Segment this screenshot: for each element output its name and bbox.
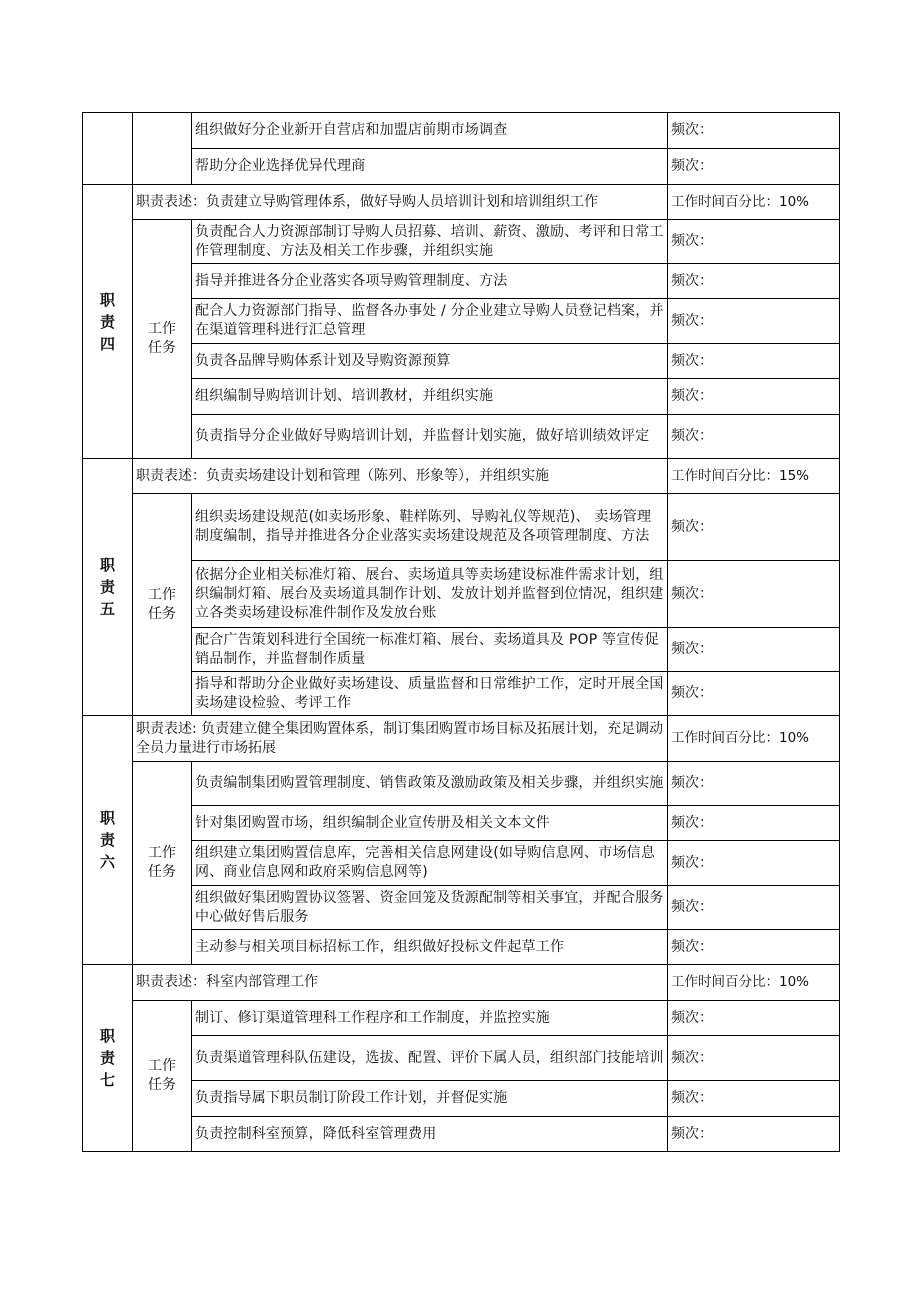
table-row [83, 299, 840, 344]
frequency-cell: 频次： [668, 672, 840, 716]
frequency-cell: 频次： [668, 806, 840, 841]
frequency-cell: 频次： [668, 415, 840, 459]
task-cell: 制订、修订渠道管理科工作程序和工作制度，并监控实施 [192, 1001, 668, 1036]
task-cell: 组织做好分企业新开自营店和加盟店前期市场调查 [192, 113, 668, 149]
task-cell: 主动参与相关项目标招标工作，组织做好投标文件起草工作 [192, 930, 668, 965]
frequency-cell: 频次： [668, 1117, 840, 1152]
table-row [83, 1081, 840, 1117]
task-cell: 指导和帮助分企业做好卖场建设、质量监督和日常维护工作，定时开展全国卖场建设检验、考评工作 [192, 672, 668, 716]
duty-heading: 职 责 五 [83, 459, 133, 716]
task-cell: 配合人力资源部门指导、监督各办事处 / 分企业建立导购人员登记档案，并在渠道管理科进行汇总管理 [192, 299, 668, 344]
duty-heading: 职 责 四 [83, 185, 133, 459]
table-row [83, 886, 840, 930]
task-cell: 配合广告策划科进行全国统一标准灯箱、展台、卖场道具及 POP 等宣传促销品制作，并监督制作质量 [192, 628, 668, 672]
table-row [83, 1117, 840, 1152]
duty-heading: 职 责 六 [83, 716, 133, 965]
task-cell: 针对集团购置市场，组织编制企业宣传册及相关文本文件 [192, 806, 668, 841]
table-row [83, 628, 840, 672]
table-row [83, 806, 840, 841]
frequency-cell: 频次： [668, 1081, 840, 1117]
table-row [83, 965, 840, 1001]
frequency-cell: 频次： [668, 886, 840, 930]
table-row [83, 220, 840, 264]
task-cell: 组织编制导购培训计划、培训教材，并组织实施 [192, 379, 668, 415]
task-cell: 负责各品牌导购体系计划及导购资源预算 [192, 344, 668, 379]
table-row [83, 459, 840, 494]
duty-heading: 职 责 七 [83, 965, 133, 1152]
task-cell: 帮助分企业选择优异代理商 [192, 149, 668, 185]
frequency-cell: 频次： [668, 1001, 840, 1036]
table-row [83, 841, 840, 886]
table-row [83, 762, 840, 806]
time-percent: 工作时间百分比：10% [668, 716, 840, 762]
table-row [83, 494, 840, 561]
duty-table [82, 112, 840, 1152]
work-task-label: 工作 任务 [133, 1001, 192, 1152]
task-cell: 负责指导分企业做好导购培训计划，并监督计划实施，做好培训绩效评定 [192, 415, 668, 459]
frequency-cell: 频次： [668, 762, 840, 806]
task-cell: 负责控制科室预算，降低科室管理费用 [192, 1117, 668, 1152]
table-row [83, 415, 840, 459]
frequency-cell: 频次： [668, 113, 840, 149]
frequency-cell: 频次： [668, 628, 840, 672]
table-row [83, 149, 840, 185]
duty-statement: 职责表述：负责建立导购管理体系，做好导购人员培训计划和培训组织工作 [133, 185, 668, 220]
task-cell: 组织卖场建设规范(如卖场形象、鞋样陈列、导购礼仪等规范)、 卖场管理制度编制，指导并推进各分企业落实卖场建设规范及各项管理制度、方法 [192, 494, 668, 561]
table-row [83, 930, 840, 965]
table-row [83, 561, 840, 628]
table-row [83, 1036, 840, 1081]
frequency-cell: 频次： [668, 344, 840, 379]
work-task-label: 工作 任务 [133, 762, 192, 965]
table-row [83, 379, 840, 415]
task-cell: 依据分企业相关标准灯箱、展台、卖场道具等卖场建设标准件需求计划，组织编制灯箱、展台及卖场道具制作计划、发放计划并监督到位情况，组织建立各类卖场建设标准件制作及发放台账 [192, 561, 668, 628]
frequency-cell: 频次： [668, 299, 840, 344]
frequency-cell: 频次： [668, 841, 840, 886]
work-task-label: 工作 任务 [133, 220, 192, 459]
time-percent: 工作时间百分比：10% [668, 185, 840, 220]
task-cell: 负责指导属下职员制订阶段工作计划，并督促实施 [192, 1081, 668, 1117]
frequency-cell: 频次： [668, 220, 840, 264]
task-cell: 指导并推进各分企业落实各项导购管理制度、方法 [192, 264, 668, 299]
table-row [83, 1001, 840, 1036]
duty-statement: 职责表述：负责卖场建设计划和管理（陈列、形象等），并组织实施 [133, 459, 668, 494]
task-cell: 组织建立集团购置信息库，完善相关信息网建设(如导购信息网、市场信息网、商业信息网和政府采购信息网等) [192, 841, 668, 886]
work-task-label: 工作 任务 [133, 494, 192, 716]
table-row [83, 716, 840, 762]
frequency-cell: 频次： [668, 561, 840, 628]
duty-statement: 职责表述: 负责建立健全集团购置体系，制订集团购置市场目标及拓展计划，充足调动全员力量进行市场拓展 [133, 716, 668, 762]
frequency-cell: 频次： [668, 1036, 840, 1081]
table-row [83, 672, 840, 716]
table-row [83, 185, 840, 220]
frequency-cell: 频次： [668, 264, 840, 299]
table-row [83, 264, 840, 299]
table-row [83, 113, 840, 149]
time-percent: 工作时间百分比：10% [668, 965, 840, 1001]
frequency-cell: 频次： [668, 379, 840, 415]
frequency-cell: 频次： [668, 149, 840, 185]
continuation-subcol-cell [133, 113, 192, 185]
task-cell: 负责渠道管理科队伍建设，选拔、配置、评价下属人员，组织部门技能培训 [192, 1036, 668, 1081]
frequency-cell: 频次： [668, 494, 840, 561]
time-percent: 工作时间百分比：15% [668, 459, 840, 494]
frequency-cell: 频次： [668, 930, 840, 965]
table-row [83, 344, 840, 379]
task-cell: 负责编制集团购置管理制度、销售政策及激励政策及相关步骤，并组织实施 [192, 762, 668, 806]
duty-statement: 职责表述：科室内部管理工作 [133, 965, 668, 1001]
task-cell: 负责配合人力资源部制订导购人员招募、培训、薪资、激励、考评和日常工作管理制度、方法及相关工作步骤，并组织实施 [192, 220, 668, 264]
continuation-heading-cell [83, 113, 133, 185]
task-cell: 组织做好集团购置协议签署、资金回笼及货源配制等相关事宜，并配合服务中心做好售后服务 [192, 886, 668, 930]
